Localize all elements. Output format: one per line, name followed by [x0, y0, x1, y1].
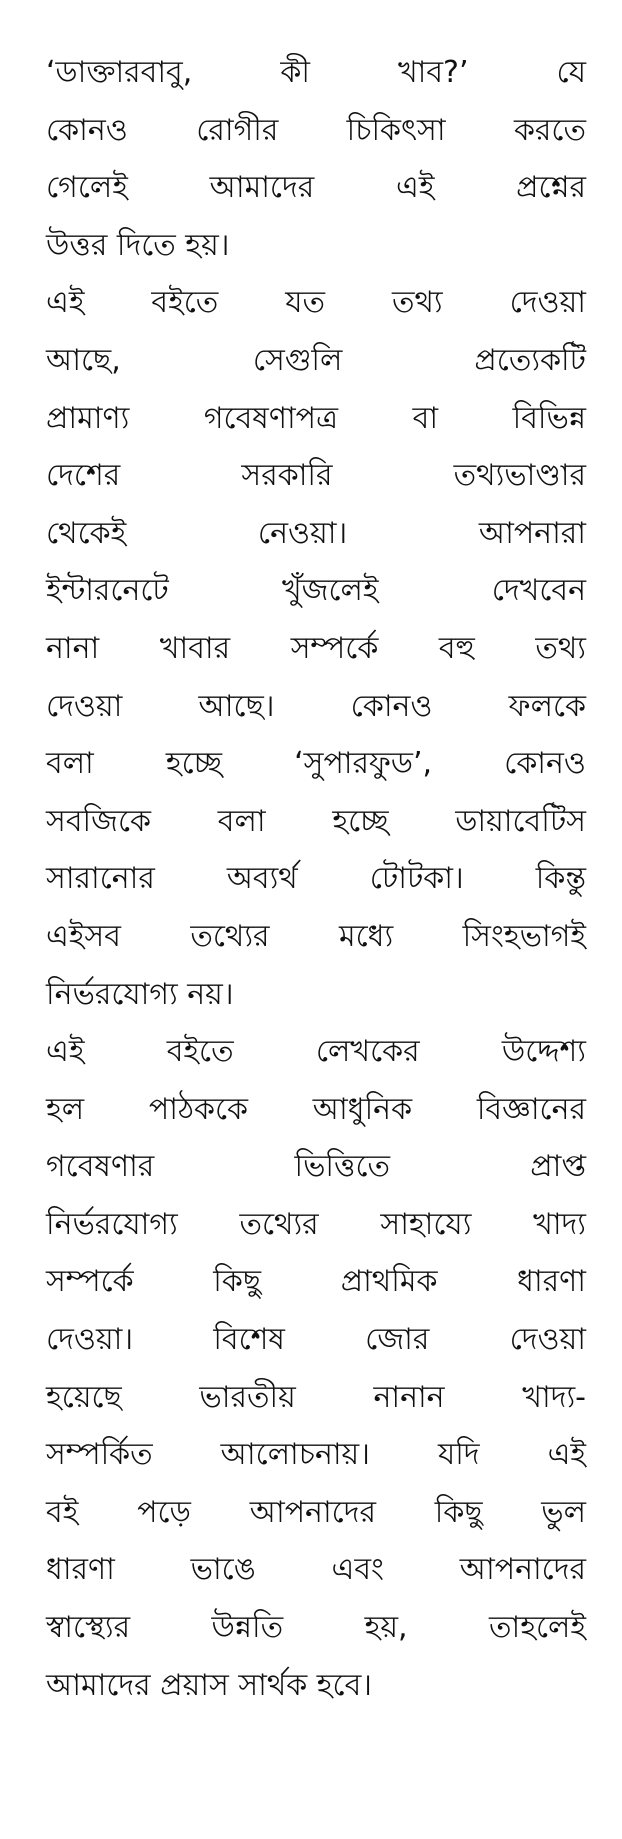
text-line: এইসব তথ্যের মধ্যে সিংহভাগই: [46, 918, 586, 954]
text-line: আছে, সেগুলি প্রত্যেকটি: [46, 342, 586, 378]
text-line: ধারণা ভাঙে এবং আপনাদের: [46, 1552, 586, 1588]
paragraph-3: [46, 1023, 586, 1714]
text-line: নানা খাবার সম্পর্কে বহু তথ্য: [46, 630, 586, 666]
text-line: বলা হচ্ছে ‘সুপারফুড’, কোনও: [46, 746, 586, 782]
text-line: বই পড়ে আপনাদের কিছু ভুল: [46, 1494, 586, 1530]
text-line: গবেষণার ভিত্তিতে প্রাপ্ত: [46, 1149, 586, 1185]
paragraph-1: [46, 44, 586, 274]
paragraph-2: [46, 274, 586, 1023]
text-line: স্বাস্থ্যের উন্নতি হয়, তাহলেই: [46, 1610, 586, 1646]
text-line: সম্পর্কিত আলোচনায়। যদি এই: [46, 1437, 586, 1473]
text-line: আমাদের প্রয়াস সার্থক হবে।: [46, 1667, 373, 1703]
text-line: এই বইতে লেখকের উদ্দেশ্য: [46, 1034, 586, 1070]
text-line: সারানোর অব্যর্থ টোটকা। কিন্তু: [46, 861, 586, 897]
text-line: নির্ভরযোগ্য তথ্যের সাহায্যে খাদ্য: [46, 1206, 586, 1242]
text-line: কোনও রোগীর চিকিৎসা করতে: [46, 112, 586, 148]
text-line: হল পাঠককে আধুনিক বিজ্ঞানের: [46, 1091, 586, 1127]
text-line: প্রামাণ্য গবেষণাপত্র বা বিভিন্ন: [46, 400, 586, 436]
text-line: এই বইতে যত তথ্য দেওয়া: [46, 285, 586, 321]
text-line: দেশের সরকারি তথ্যভাণ্ডার: [46, 458, 586, 494]
text-line: ‘ডাক্তারবাবু, কী খাব?’ যে: [46, 55, 586, 90]
text-line: সবজিকে বলা হচ্ছে ডায়াবেটিস: [46, 803, 586, 839]
text-line: গেলেই আমাদের এই প্রশ্নের: [46, 170, 586, 206]
text-line: ইন্টারনেটে খুঁজলেই দেখবেন: [46, 573, 586, 609]
text-line: থেকেই নেওয়া। আপনারা: [46, 515, 586, 551]
text-line: উত্তর দিতে হয়।: [46, 227, 230, 263]
body-text: [46, 44, 586, 1714]
text-line: দেওয়া। বিশেষ জোর দেওয়া: [46, 1322, 586, 1358]
text-line: হয়েছে ভারতীয় নানান খাদ্য-: [46, 1379, 586, 1415]
text-line: সম্পর্কে কিছু প্রাথমিক ধারণা: [46, 1264, 586, 1300]
text-line: নির্ভরযোগ্য নয়।: [46, 976, 234, 1012]
text-line: দেওয়া আছে। কোনও ফলকে: [46, 688, 586, 724]
